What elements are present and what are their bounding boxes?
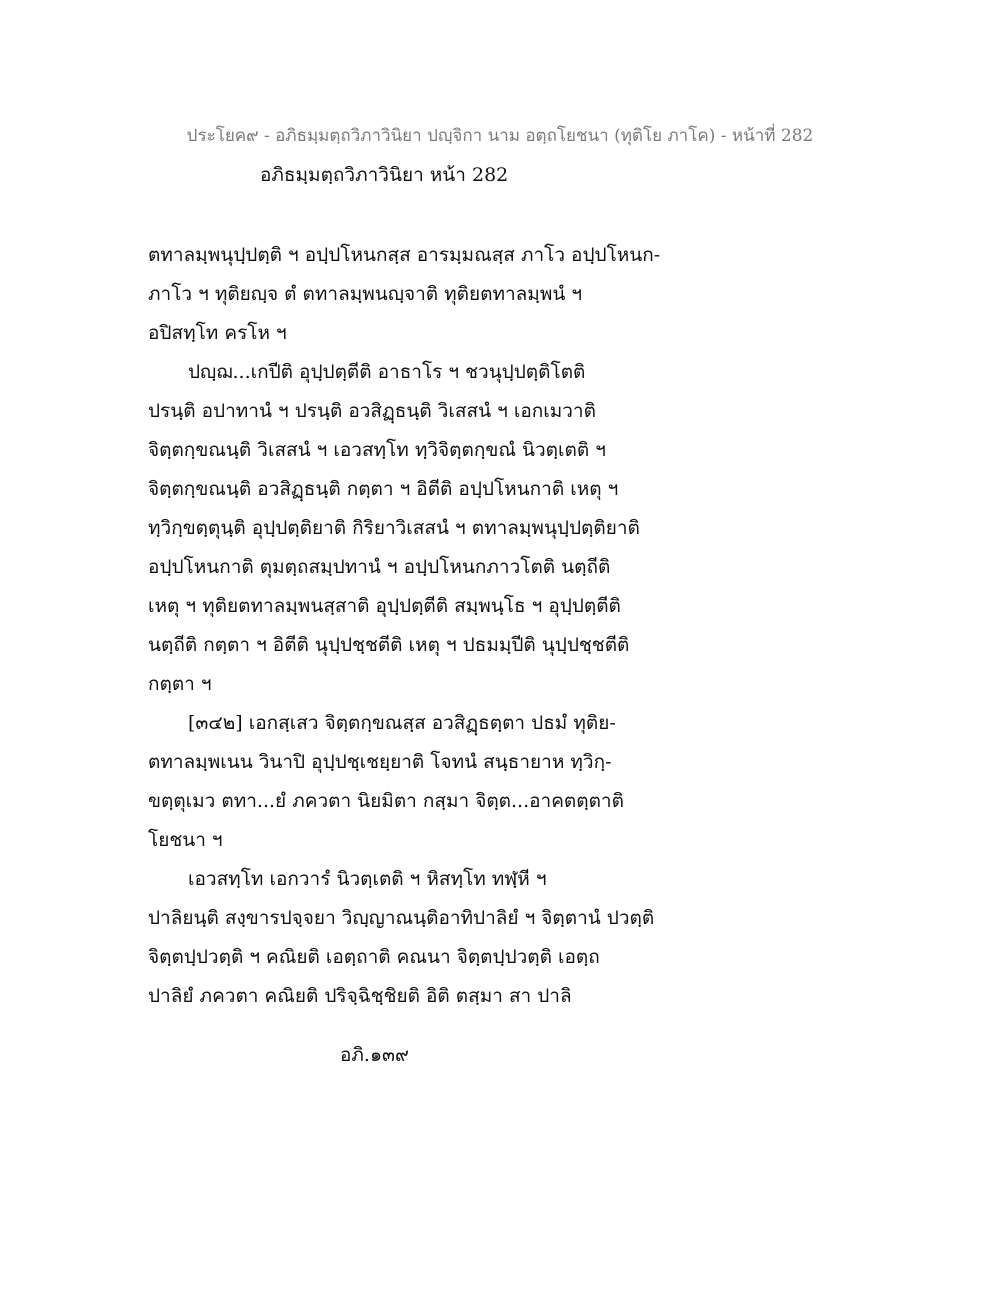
- text-line: อปิสทฺโท ครโห ฯ: [148, 322, 287, 344]
- text-line: กตฺตา ฯ: [148, 673, 212, 695]
- text-line: ตทาลมฺพนุปฺปตฺติ ฯ อปฺปโหนกสฺส อารมฺมณสฺส ภาโว อปฺปโหนก-: [148, 244, 661, 266]
- text-line: ภาโว ฯ ทุติยญฺจ ตํ ตทาลมฺพนญฺจาติ ทุติยตทาลมฺพนํ ฯ: [148, 283, 583, 305]
- text-line: อปฺปโหนกาติ ตุมตฺถสมฺปทานํ ฯ อปฺปโหนกภาวโตติ นตฺถีติ: [148, 556, 611, 578]
- text-line: ทฺวิกฺขตฺตุนฺติ อุปฺปตฺติยาติ กิริยาวิเสสนํ ฯ ตทาลมฺพนุปฺปตฺติยาติ: [148, 517, 640, 539]
- page-heading: อภิธมฺมตฺถวิภาวินิยา หน้า 282: [260, 164, 509, 186]
- text-line: จิตฺตกฺขณนฺติ อวสิฏฺธนฺติ กตฺตา ฯ อิตีติ อปฺปโหนกาติ เหตุ ฯ: [148, 478, 619, 500]
- body-text: [148, 236, 708, 1016]
- text-line: ปญฺฌ...เกปีติ อุปฺปตฺตีติ อาธาโร ฯ ชวนุปฺปตฺติโตติ: [188, 361, 586, 383]
- text-line: จิตฺตกฺขณนฺติ วิเสสนํ ฯ เอวสทฺโท ทฺวิจิตฺตกฺขณํ นิวตฺเตติ ฯ: [148, 439, 606, 461]
- text-line: ปาลิยํ ภควตา คณิยติ ปริจฺฉิชฺชิยติ อิติ ตสฺมา สา ปาลิ: [148, 985, 572, 1007]
- text-line: ตทาลมฺพเนน วินาปิ อุปฺปชฺเชยฺยาติ โจทนํ สนฺธายาห ทฺวิกฺ-: [148, 751, 612, 773]
- text-line: โยชนา ฯ: [148, 829, 223, 851]
- text-line: นตฺถีติ กตฺตา ฯ อิตีติ นุปฺปชฺชตีติ เหตุ ฯ ปธมมฺปีติ นุปฺปชฺชตีติ: [148, 634, 630, 656]
- text-line: จิตฺตปฺปวตฺติ ฯ คณิยติ เอตฺถาติ คณนา จิตฺตปฺปวตฺติ เอตฺถ: [148, 946, 600, 968]
- text-line: เอวสทฺโท เอกวารํ นิวตฺเตติ ฯ หิสทฺโท ทฬฺหี ฯ: [188, 868, 547, 890]
- text-line: [๓๔๒] เอกสฺเสว จิตฺตกฺขณสฺส อวสิฏฺธตฺตา ปธมํ ทุติย-: [188, 712, 616, 734]
- text-line: ปรนฺติ อปาทานํ ฯ ปรนฺติ อวสิฏฺธนฺติ วิเสสนํ ฯ เอกเมวาติ: [148, 400, 596, 422]
- running-header: ประโยค๙ - อภิธมฺมตฺถวิภาวินิยา ปญฺจิกา นาม อตฺถโยชนา (ทุติโย ภาโค) - หน้าที่ 282: [186, 126, 814, 146]
- text-line: เหตุ ฯ ทุติยตทาลมฺพนสฺสาติ อุปฺปตฺตีติ สมฺพนฺโธ ฯ อุปฺปตฺตีติ: [148, 595, 621, 617]
- text-line: ปาลิยนฺติ สงฺขารปจฺจยา วิญฺญาณนฺติอาทิปาลิยํ ฯ จิตฺตานํ ปวตฺติ: [148, 907, 655, 929]
- page-signature: อภิ.๑๓๙: [340, 1044, 409, 1066]
- text-line: ขตฺตุเมว ตทา...ยํ ภควตา นิยมิตา กสฺมา จิตฺต...อาคตตฺตาติ: [148, 790, 624, 812]
